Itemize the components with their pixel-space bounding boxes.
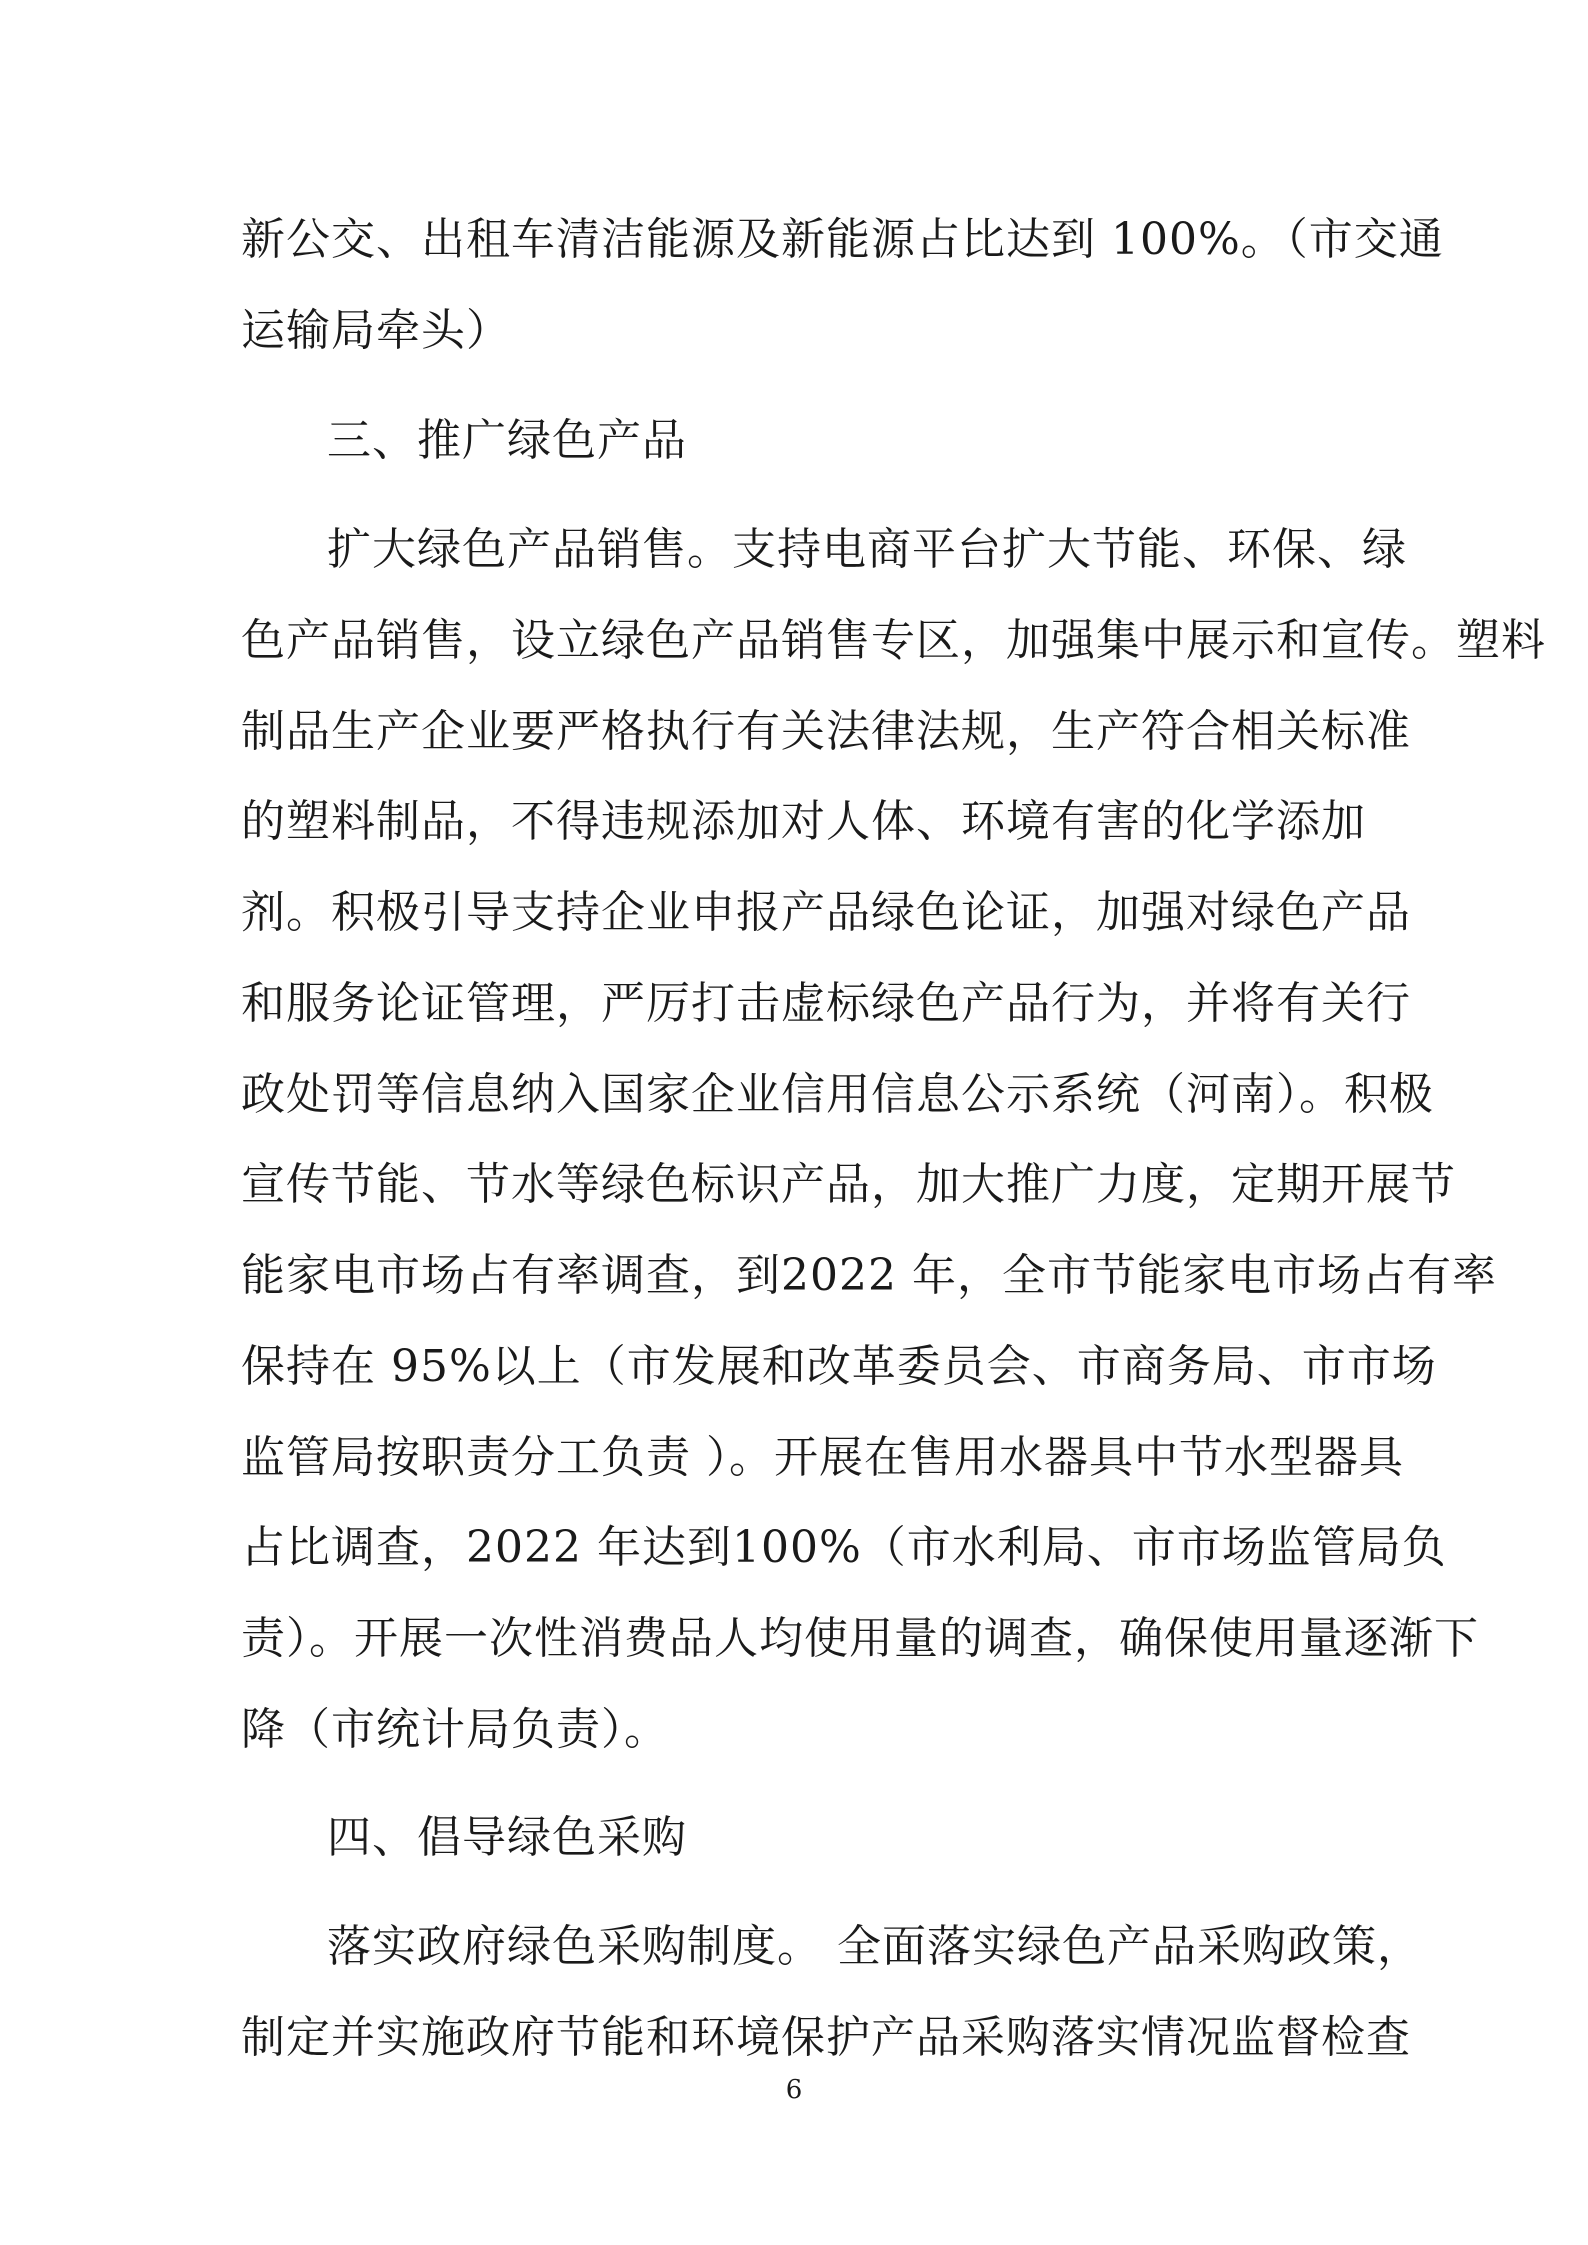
body-text-line: 能家电市场占有率调查，到2022 年，全市节能家电市场占有率: [241, 1250, 1497, 1301]
body-text-line: 保持在 95%以上（市发展和改革委员会、市商务局、市市场: [241, 1341, 1437, 1392]
section-heading-4: 四、倡导绿色采购: [327, 1812, 687, 1863]
body-text-line: 责）。开展一次性消费品人均使用量的调查，确保使用量逐渐下: [241, 1613, 1479, 1664]
body-text-line: 宣传节能、节水等绿色标识产品，加大推广力度，定期开展节: [241, 1159, 1456, 1210]
page-number: 6: [785, 2075, 803, 2105]
body-text-line: 降（市统计局负责）。: [241, 1704, 669, 1755]
body-text-line: 的塑料制品，不得违规添加对人体、环境有害的化学添加: [241, 796, 1366, 847]
body-text-line: 剂。积极引导支持企业申报产品绿色论证，加强对绿色产品: [241, 887, 1411, 938]
body-text-line: 监管局按职责分工负责 ）。开展在售用水器具中节水型器具: [241, 1432, 1404, 1483]
body-text-line: 制品生产企业要严格执行有关法律法规，生产符合相关标准: [241, 706, 1411, 757]
body-text-line: 运输局牵头）: [241, 305, 511, 356]
body-text-line: 占比调查，2022 年达到100%（市水利局、市市场监管局负: [241, 1522, 1447, 1573]
body-text-line: 政处罚等信息纳入国家企业信用信息公示系统（河南）。积极: [241, 1069, 1434, 1120]
body-text-line: 落实政府绿色采购制度。 全面落实绿色产品采购政策，: [327, 1921, 1422, 1972]
body-text-line: 制定并实施政府节能和环境保护产品采购落实情况监督检查: [241, 2012, 1411, 2063]
section-heading-3: 三、推广绿色产品: [327, 415, 687, 466]
body-text-line: 色产品销售，设立绿色产品销售专区，加强集中展示和宣传。塑料: [241, 615, 1546, 666]
body-text-line: 新公交、出租车清洁能源及新能源占比达到 100%。（市交通: [241, 214, 1444, 265]
body-text-line: 和服务论证管理，严厉打击虚标绿色产品行为，并将有关行: [241, 978, 1411, 1029]
body-text-line: 扩大绿色产品销售。支持电商平台扩大节能、环保、绿: [327, 524, 1407, 575]
